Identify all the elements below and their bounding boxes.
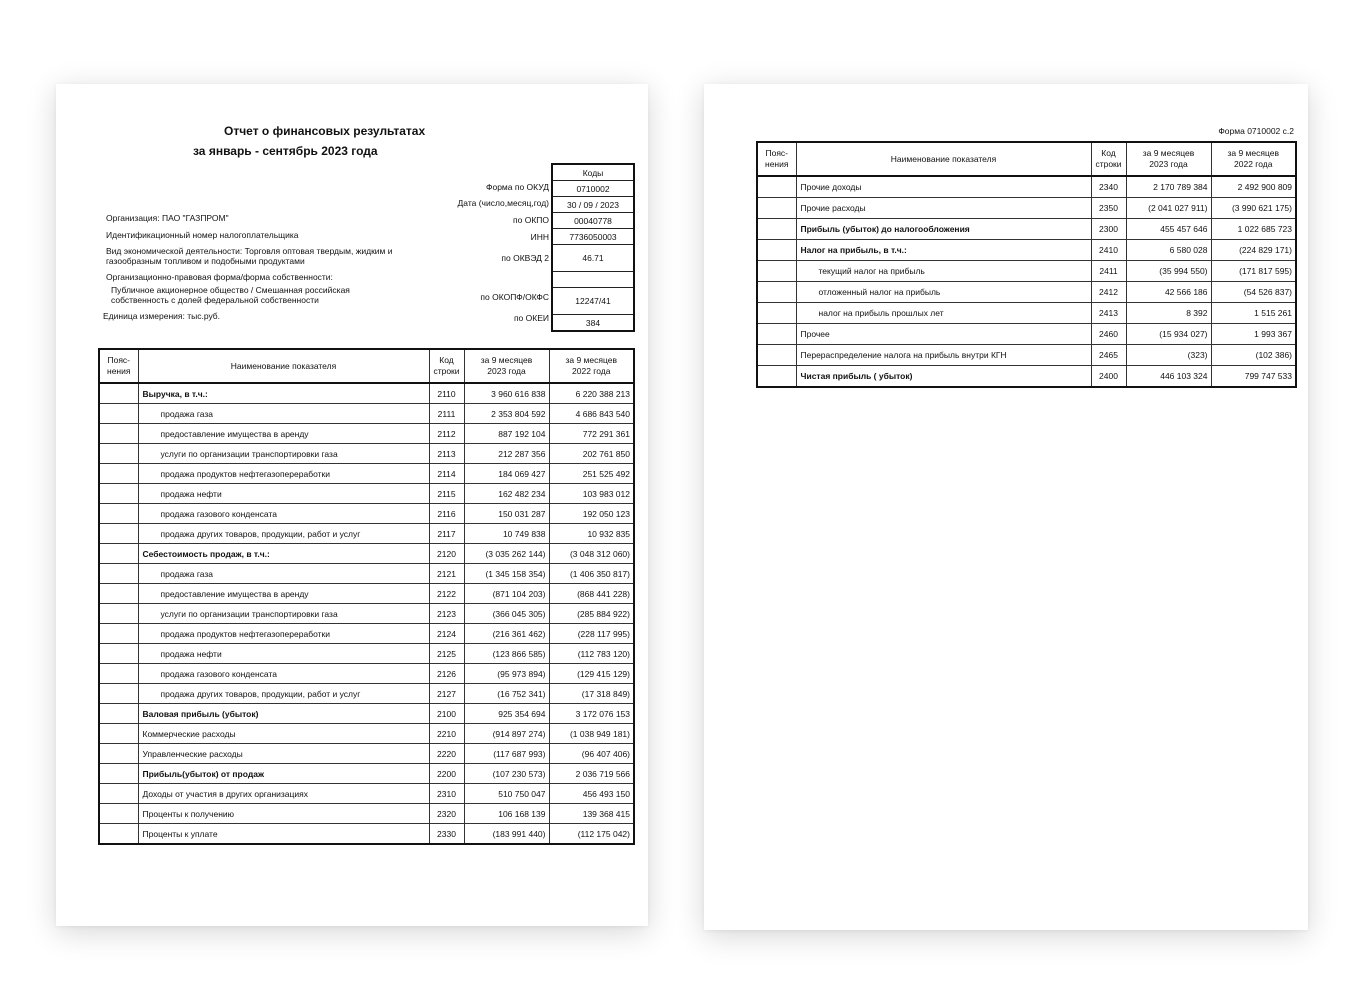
indicator-name-cell: продажа других товаров, продукции, работ и услуг [138, 524, 429, 544]
value-2023-cell: (3 035 262 144) [464, 544, 549, 564]
notes-cell [99, 564, 138, 584]
indicator-name-cell: Управленческие расходы [138, 744, 429, 764]
notes-cell [757, 198, 796, 219]
value-2023-cell: (323) [1126, 345, 1211, 366]
indicator-name-cell: продажа других товаров, продукции, работ и услуг [138, 684, 429, 704]
value-2023-cell: 887 192 104 [464, 424, 549, 444]
notes-cell [99, 524, 138, 544]
line-code-cell: 2320 [429, 804, 464, 824]
notes-cell [99, 604, 138, 624]
okei-value: 384 [552, 315, 634, 332]
notes-cell [757, 282, 796, 303]
notes-cell [757, 176, 796, 198]
indicator-name-cell: Перераспределение налога на прибыль внутри КГН [796, 345, 1091, 366]
value-2023-cell: 10 749 838 [464, 524, 549, 544]
value-2023-cell: 42 566 186 [1126, 282, 1211, 303]
value-2023-cell: (123 866 585) [464, 644, 549, 664]
indicator-name-cell: продажа газа [138, 404, 429, 424]
value-2023-cell: (366 045 305) [464, 604, 549, 624]
line-code-cell: 2310 [429, 784, 464, 804]
table-row [99, 544, 634, 564]
notes-cell [99, 704, 138, 724]
value-2022-cell: 6 220 388 213 [549, 383, 634, 404]
indicator-name-cell: Налог на прибыль, в т.ч.: [796, 240, 1091, 261]
indicator-name-cell: налог на прибыль прошлых лет [796, 303, 1091, 324]
report-page-2 [704, 84, 1308, 930]
value-2022-cell: (3 048 312 060) [549, 544, 634, 564]
report-period: за январь - сентябрь 2023 года [193, 144, 378, 158]
indicator-name-cell: Прочие доходы [796, 176, 1091, 198]
line-code-cell: 2300 [1091, 219, 1126, 240]
indicator-name-cell: отложенный налог на прибыль [796, 282, 1091, 303]
table-header-row [757, 142, 1296, 176]
col-2023: за 9 месяцев 2023 года [1126, 142, 1211, 176]
value-2023-cell: 2 353 804 592 [464, 404, 549, 424]
value-2023-cell: 106 168 139 [464, 804, 549, 824]
indicator-name-cell: предоставление имущества в аренду [138, 584, 429, 604]
line-code-cell: 2114 [429, 464, 464, 484]
indicator-name-cell: Чистая прибыль ( убыток) [796, 366, 1091, 388]
okpo-label: по ОКПО [513, 215, 549, 225]
line-code-cell: 2110 [429, 383, 464, 404]
value-2022-cell: (228 117 995) [549, 624, 634, 644]
table-row [99, 444, 634, 464]
indicator-name-cell: Доходы от участия в других организациях [138, 784, 429, 804]
value-2023-cell: (914 897 274) [464, 724, 549, 744]
notes-cell [99, 784, 138, 804]
line-code-cell: 2460 [1091, 324, 1126, 345]
indicator-name-cell: продажа продуктов нефтегазопереработки [138, 624, 429, 644]
indicator-name-cell: Прибыль (убыток) до налогообложения [796, 219, 1091, 240]
table-row [99, 404, 634, 424]
value-2023-cell: (16 752 341) [464, 684, 549, 704]
notes-cell [99, 824, 138, 845]
table-row [99, 424, 634, 444]
notes-cell [99, 464, 138, 484]
col-indicator-name: Наименование показателя [796, 142, 1091, 176]
table-row [757, 240, 1296, 261]
table-row [757, 303, 1296, 324]
value-2023-cell: (1 345 158 354) [464, 564, 549, 584]
value-2022-cell: (112 175 042) [549, 824, 634, 845]
legal-form-blank [552, 272, 634, 288]
col-2022: за 9 месяцев 2022 года [1211, 142, 1296, 176]
okud-value: 0710002 [552, 181, 634, 197]
table-row [99, 504, 634, 524]
legal-form-value: Публичное акционерное общество / Смешанная российская собственность с долей федеральной собственности [111, 285, 350, 305]
table-row [99, 383, 634, 404]
value-2022-cell: 1 993 367 [1211, 324, 1296, 345]
value-2023-cell: 925 354 694 [464, 704, 549, 724]
line-code-cell: 2111 [429, 404, 464, 424]
line-code-cell: 2413 [1091, 303, 1126, 324]
line-code-cell: 2210 [429, 724, 464, 744]
value-2023-cell: 8 392 [1126, 303, 1211, 324]
table-header-row [99, 349, 634, 383]
notes-cell [99, 484, 138, 504]
value-2023-cell: (107 230 573) [464, 764, 549, 784]
indicator-name-cell: Коммерческие расходы [138, 724, 429, 744]
okpo-value: 00040778 [552, 213, 634, 229]
value-2022-cell: 251 525 492 [549, 464, 634, 484]
okopf-value: 12247/41 [552, 288, 634, 315]
value-2023-cell: 150 031 287 [464, 504, 549, 524]
line-code-cell: 2411 [1091, 261, 1126, 282]
indicator-name-cell: Себестоимость продаж, в т.ч.: [138, 544, 429, 564]
form-page-label: Форма 0710002 с.2 [1218, 126, 1294, 136]
line-code-cell: 2465 [1091, 345, 1126, 366]
okei-label: по ОКЕИ [513, 313, 549, 323]
line-code-cell: 2127 [429, 684, 464, 704]
value-2023-cell: (15 934 027) [1126, 324, 1211, 345]
value-2023-cell: 162 482 234 [464, 484, 549, 504]
indicator-name-cell: Проценты к уплате [138, 824, 429, 845]
value-2022-cell: (171 817 595) [1211, 261, 1296, 282]
value-2022-cell: 139 368 415 [549, 804, 634, 824]
table-row [99, 484, 634, 504]
inn-text: Идентификационный номер налогоплательщика [106, 230, 299, 240]
unit-of-measure: Единица измерения: тыс.руб. [103, 311, 221, 321]
value-2022-cell: 202 761 850 [549, 444, 634, 464]
value-2023-cell: 510 750 047 [464, 784, 549, 804]
table-row [99, 524, 634, 544]
notes-cell [99, 584, 138, 604]
col-2022: за 9 месяцев 2022 года [549, 349, 634, 383]
indicator-name-cell: Выручка, в т.ч.: [138, 383, 429, 404]
indicator-name-cell: Валовая прибыль (убыток) [138, 704, 429, 724]
table-row [99, 784, 634, 804]
value-2023-cell: (871 104 203) [464, 584, 549, 604]
value-2022-cell: 4 686 843 540 [549, 404, 634, 424]
okopf-label: по ОКОПФ/ОКФС [480, 292, 549, 302]
table-row [99, 584, 634, 604]
notes-cell [99, 624, 138, 644]
value-2023-cell: 6 580 028 [1126, 240, 1211, 261]
value-2022-cell: 192 050 123 [549, 504, 634, 524]
value-2022-cell: (54 526 837) [1211, 282, 1296, 303]
notes-cell [99, 424, 138, 444]
indicator-name-cell: услуги по организации транспортировки газа [138, 444, 429, 464]
table-row [99, 604, 634, 624]
indicator-name-cell: продажа продуктов нефтегазопереработки [138, 464, 429, 484]
table-row [99, 824, 634, 845]
line-code-cell: 2116 [429, 504, 464, 524]
value-2022-cell: 799 747 533 [1211, 366, 1296, 388]
okud-label: Форма по ОКУД [486, 182, 549, 192]
value-2022-cell: (3 990 621 175) [1211, 198, 1296, 219]
table-row [99, 744, 634, 764]
value-2022-cell: (224 829 171) [1211, 240, 1296, 261]
financial-results-table-page2 [756, 141, 1297, 388]
notes-cell [757, 219, 796, 240]
value-2022-cell: 456 493 150 [549, 784, 634, 804]
value-2023-cell: 2 170 789 384 [1126, 176, 1211, 198]
notes-cell [99, 744, 138, 764]
indicator-name-cell: Проценты к получению [138, 804, 429, 824]
line-code-cell: 2123 [429, 604, 464, 624]
line-code-cell: 2120 [429, 544, 464, 564]
col-line-code: Код строки [429, 349, 464, 383]
notes-cell [99, 444, 138, 464]
line-code-cell: 2122 [429, 584, 464, 604]
indicator-name-cell: продажа газового конденсата [138, 664, 429, 684]
value-2022-cell: 1 515 261 [1211, 303, 1296, 324]
notes-cell [757, 345, 796, 366]
table-row [99, 664, 634, 684]
financial-results-table-page1 [98, 348, 635, 845]
table-row [757, 282, 1296, 303]
notes-cell [99, 684, 138, 704]
value-2023-cell: 212 287 356 [464, 444, 549, 464]
table-row [99, 684, 634, 704]
report-page-1 [56, 84, 648, 926]
line-code-cell: 2410 [1091, 240, 1126, 261]
value-2022-cell: (1 038 949 181) [549, 724, 634, 744]
value-2023-cell: 455 457 646 [1126, 219, 1211, 240]
line-code-cell: 2124 [429, 624, 464, 644]
line-code-cell: 2400 [1091, 366, 1126, 388]
value-2022-cell: (102 386) [1211, 345, 1296, 366]
value-2022-cell: (17 318 849) [549, 684, 634, 704]
table-row [99, 624, 634, 644]
col-indicator-name: Наименование показателя [138, 349, 429, 383]
notes-cell [99, 724, 138, 744]
indicator-name-cell: продажа нефти [138, 644, 429, 664]
table-row [757, 198, 1296, 219]
table-row [99, 644, 634, 664]
table-row [99, 724, 634, 744]
table-row [757, 345, 1296, 366]
table-row [757, 324, 1296, 345]
notes-cell [99, 764, 138, 784]
value-2023-cell: 446 103 324 [1126, 366, 1211, 388]
codes-table [551, 163, 635, 332]
line-code-cell: 2112 [429, 424, 464, 444]
line-code-cell: 2350 [1091, 198, 1126, 219]
codes-header: Коды [552, 164, 634, 181]
table-row [99, 804, 634, 824]
indicator-name-cell: услуги по организации транспортировки газа [138, 604, 429, 624]
col-line-code: Код строки [1091, 142, 1126, 176]
value-2023-cell: (35 994 550) [1126, 261, 1211, 282]
okved-value: 46.71 [552, 245, 634, 272]
col-notes: Пояс- нения [99, 349, 138, 383]
indicator-name-cell: продажа газа [138, 564, 429, 584]
value-2022-cell: 3 172 076 153 [549, 704, 634, 724]
value-2022-cell: 103 983 012 [549, 484, 634, 504]
notes-cell [757, 240, 796, 261]
table-row [757, 219, 1296, 240]
notes-cell [99, 504, 138, 524]
table-row [757, 176, 1296, 198]
okved-label: по ОКВЭД 2 [501, 253, 549, 263]
col-notes: Пояс- нения [757, 142, 796, 176]
notes-cell [99, 404, 138, 424]
table-row [757, 261, 1296, 282]
line-code-cell: 2200 [429, 764, 464, 784]
notes-cell [757, 324, 796, 345]
value-2022-cell: (96 407 406) [549, 744, 634, 764]
value-2023-cell: (95 973 894) [464, 664, 549, 684]
inn-value: 7736050003 [552, 229, 634, 245]
value-2023-cell: (2 041 027 911) [1126, 198, 1211, 219]
organization: Организация: ПАО "ГАЗПРОМ" [106, 213, 229, 223]
value-2022-cell: (285 884 922) [549, 604, 634, 624]
notes-cell [99, 644, 138, 664]
indicator-name-cell: продажа нефти [138, 484, 429, 504]
value-2022-cell: (1 406 350 817) [549, 564, 634, 584]
line-code-cell: 2121 [429, 564, 464, 584]
indicator-name-cell: текущий налог на прибыль [796, 261, 1091, 282]
value-2022-cell: 2 492 900 809 [1211, 176, 1296, 198]
notes-cell [99, 664, 138, 684]
value-2022-cell: 1 022 685 723 [1211, 219, 1296, 240]
value-2023-cell: 184 069 427 [464, 464, 549, 484]
report-title: Отчет о финансовых результатах [224, 124, 426, 138]
line-code-cell: 2126 [429, 664, 464, 684]
indicator-name-cell: Прочее [796, 324, 1091, 345]
indicator-name-cell: продажа газового конденсата [138, 504, 429, 524]
line-code-cell: 2125 [429, 644, 464, 664]
line-code-cell: 2113 [429, 444, 464, 464]
notes-cell [99, 544, 138, 564]
value-2022-cell: 2 036 719 566 [549, 764, 634, 784]
value-2022-cell: (868 441 228) [549, 584, 634, 604]
line-code-cell: 2340 [1091, 176, 1126, 198]
line-code-cell: 2220 [429, 744, 464, 764]
value-2023-cell: (216 361 462) [464, 624, 549, 644]
table-row [99, 464, 634, 484]
activity-type: Вид экономической деятельности: Торговля оптовая твердым, жидким и газообразным топливом и подобными продуктами [106, 246, 393, 266]
notes-cell [99, 804, 138, 824]
date-value: 30 / 09 / 2023 [552, 197, 634, 213]
line-code-cell: 2100 [429, 704, 464, 724]
line-code-cell: 2115 [429, 484, 464, 504]
table-row [99, 564, 634, 584]
table-row [99, 704, 634, 724]
indicator-name-cell: предоставление имущества в аренду [138, 424, 429, 444]
table-row [99, 764, 634, 784]
value-2022-cell: (112 783 120) [549, 644, 634, 664]
date-label: Дата (число,месяц,год) [457, 198, 549, 208]
inn-label: ИНН [530, 232, 549, 242]
col-2023: за 9 месяцев 2023 года [464, 349, 549, 383]
table-row [757, 366, 1296, 388]
line-code-cell: 2117 [429, 524, 464, 544]
value-2022-cell: 10 932 835 [549, 524, 634, 544]
value-2023-cell: (183 991 440) [464, 824, 549, 845]
value-2023-cell: (117 687 993) [464, 744, 549, 764]
line-code-cell: 2412 [1091, 282, 1126, 303]
value-2023-cell: 3 960 616 838 [464, 383, 549, 404]
notes-cell [757, 366, 796, 388]
notes-cell [757, 303, 796, 324]
notes-cell [99, 383, 138, 404]
indicator-name-cell: Прочие расходы [796, 198, 1091, 219]
indicator-name-cell: Прибыль(убыток) от продаж [138, 764, 429, 784]
line-code-cell: 2330 [429, 824, 464, 845]
notes-cell [757, 261, 796, 282]
value-2022-cell: (129 415 129) [549, 664, 634, 684]
value-2022-cell: 772 291 361 [549, 424, 634, 444]
legal-form-label: Организационно-правовая форма/форма собственности: [106, 272, 333, 282]
